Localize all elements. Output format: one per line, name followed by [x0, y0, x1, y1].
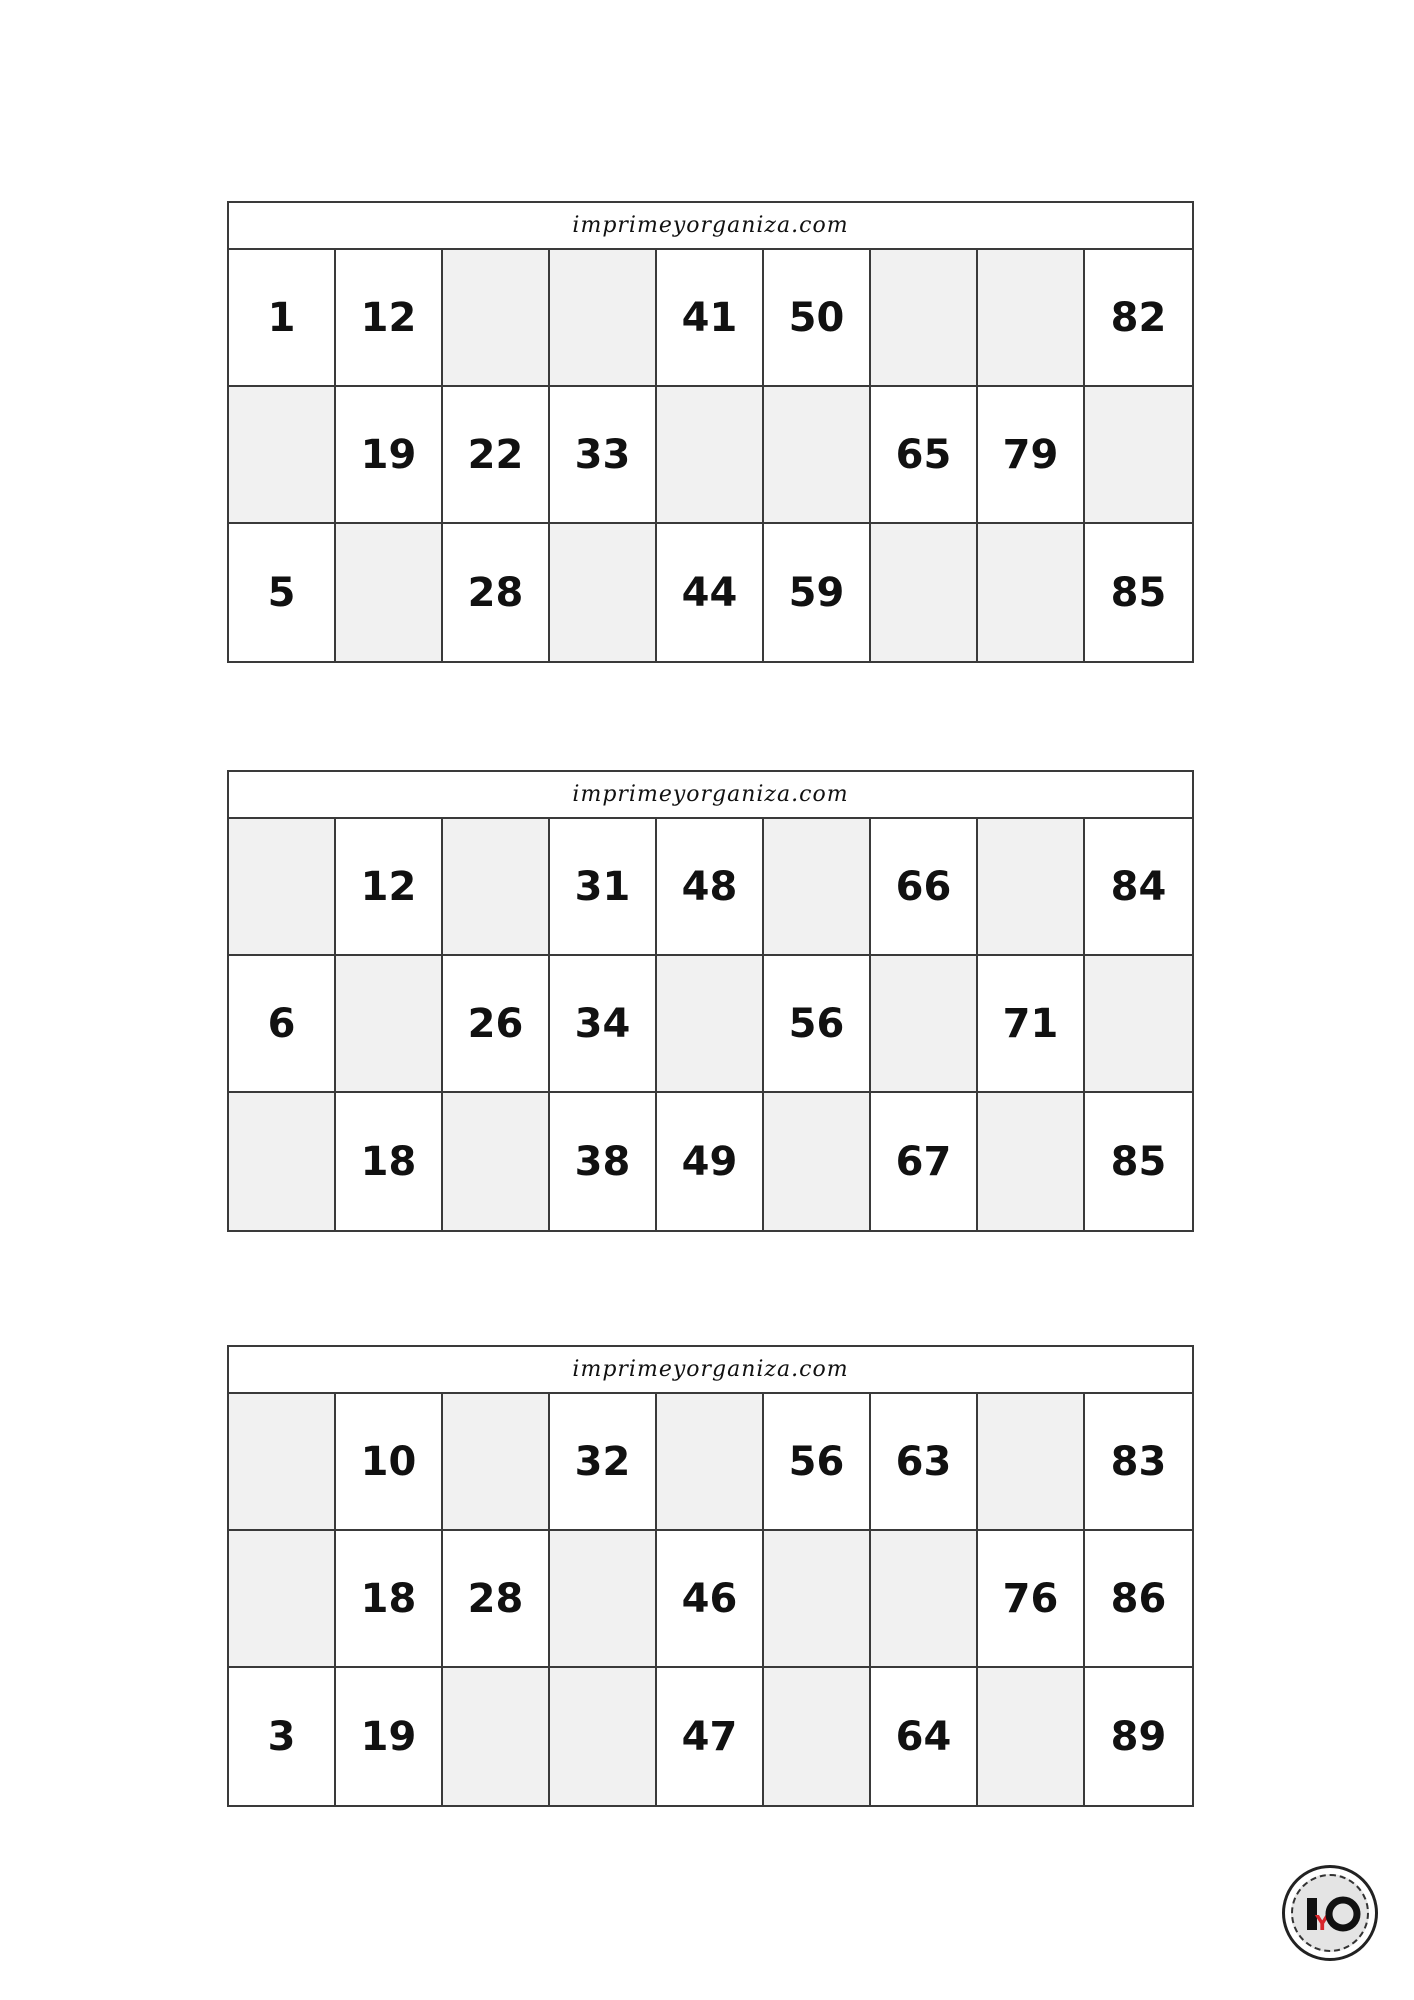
empty-cell — [764, 1668, 871, 1805]
number-cell: 22 — [443, 387, 550, 524]
empty-cell — [229, 1531, 336, 1668]
card-header-website: imprimeyorganiza.com — [229, 1347, 1192, 1394]
empty-cell — [550, 1668, 657, 1805]
number-cell: 86 — [1085, 1531, 1192, 1668]
number-cell: 59 — [764, 524, 871, 661]
empty-cell — [978, 1668, 1085, 1805]
number-cell: 6 — [229, 956, 336, 1093]
number-cell: 64 — [871, 1668, 978, 1805]
number-cell: 18 — [336, 1531, 443, 1668]
empty-cell — [229, 387, 336, 524]
empty-cell — [764, 387, 871, 524]
number-cell: 65 — [871, 387, 978, 524]
number-cell: 85 — [1085, 1093, 1192, 1230]
empty-cell — [764, 1093, 871, 1230]
number-cell: 12 — [336, 250, 443, 387]
number-cell: 19 — [336, 387, 443, 524]
number-cell: 83 — [1085, 1394, 1192, 1531]
number-cell: 85 — [1085, 524, 1192, 661]
card-grid — [229, 1394, 1192, 1805]
number-cell: 3 — [229, 1668, 336, 1805]
empty-cell — [978, 1093, 1085, 1230]
empty-cell — [1085, 956, 1192, 1093]
empty-cell — [871, 524, 978, 661]
number-cell: 18 — [336, 1093, 443, 1230]
number-cell: 56 — [764, 1394, 871, 1531]
empty-cell — [978, 524, 1085, 661]
card-grid — [229, 250, 1192, 661]
number-cell: 76 — [978, 1531, 1085, 1668]
empty-cell — [871, 1531, 978, 1668]
card-header-website: imprimeyorganiza.com — [229, 203, 1192, 250]
number-cell: 28 — [443, 1531, 550, 1668]
empty-cell — [229, 1093, 336, 1230]
empty-cell — [978, 1394, 1085, 1531]
number-cell: 71 — [978, 956, 1085, 1093]
empty-cell — [336, 956, 443, 1093]
empty-cell — [871, 250, 978, 387]
number-cell: 1 — [229, 250, 336, 387]
card-grid — [229, 819, 1192, 1230]
number-cell: 26 — [443, 956, 550, 1093]
empty-cell — [229, 1394, 336, 1531]
empty-cell — [657, 387, 764, 524]
empty-cell — [443, 1668, 550, 1805]
number-cell: 47 — [657, 1668, 764, 1805]
number-cell: 49 — [657, 1093, 764, 1230]
number-cell: 89 — [1085, 1668, 1192, 1805]
number-cell: 31 — [550, 819, 657, 956]
number-cell: 48 — [657, 819, 764, 956]
empty-cell — [978, 250, 1085, 387]
empty-cell — [764, 1531, 871, 1668]
number-cell: 34 — [550, 956, 657, 1093]
empty-cell — [657, 956, 764, 1093]
empty-cell — [443, 1093, 550, 1230]
empty-cell — [550, 524, 657, 661]
empty-cell — [229, 819, 336, 956]
number-cell: 46 — [657, 1531, 764, 1668]
brand-logo — [1282, 1865, 1378, 1961]
empty-cell — [1085, 387, 1192, 524]
number-cell: 44 — [657, 524, 764, 661]
number-cell: 5 — [229, 524, 336, 661]
bingo-card — [227, 770, 1194, 1232]
empty-cell — [550, 1531, 657, 1668]
number-cell: 50 — [764, 250, 871, 387]
number-cell: 12 — [336, 819, 443, 956]
empty-cell — [871, 956, 978, 1093]
number-cell: 28 — [443, 524, 550, 661]
bingo-card — [227, 201, 1194, 663]
empty-cell — [764, 819, 871, 956]
number-cell: 38 — [550, 1093, 657, 1230]
empty-cell — [443, 250, 550, 387]
bingo-card — [227, 1345, 1194, 1807]
number-cell: 82 — [1085, 250, 1192, 387]
number-cell: 66 — [871, 819, 978, 956]
number-cell: 10 — [336, 1394, 443, 1531]
card-header-website: imprimeyorganiza.com — [229, 772, 1192, 819]
empty-cell — [443, 1394, 550, 1531]
number-cell: 32 — [550, 1394, 657, 1531]
empty-cell — [550, 250, 657, 387]
empty-cell — [978, 819, 1085, 956]
number-cell: 56 — [764, 956, 871, 1093]
number-cell: 41 — [657, 250, 764, 387]
number-cell: 63 — [871, 1394, 978, 1531]
number-cell: 19 — [336, 1668, 443, 1805]
number-cell: 84 — [1085, 819, 1192, 956]
empty-cell — [336, 524, 443, 661]
empty-cell — [657, 1394, 764, 1531]
empty-cell — [443, 819, 550, 956]
svg-text:Y: Y — [1315, 1911, 1330, 1935]
number-cell: 33 — [550, 387, 657, 524]
logo-letters-icon — [1285, 1868, 1375, 1958]
number-cell: 67 — [871, 1093, 978, 1230]
number-cell: 79 — [978, 387, 1085, 524]
